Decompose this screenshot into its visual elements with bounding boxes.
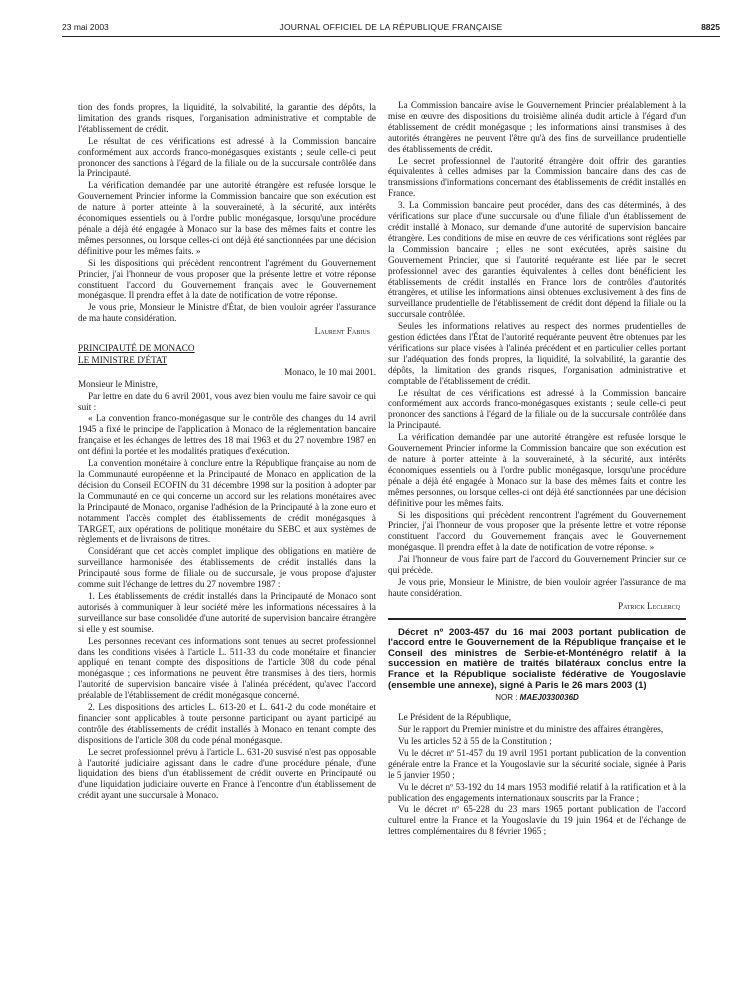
paragraph: 1. Les établissements de crédit installés dans la Principauté de Monaco sont autorisés à communiquer à leur société mère les informations nécessaires à la surveillance sur base consolidée d'une autorité de supervision bancaire étrangère si elle y est soumise. — [78, 590, 376, 634]
right-column — [388, 100, 686, 838]
place-date: Monaco, le 10 mai 2001. — [284, 366, 376, 377]
salutation: Monsieur le Ministre, — [78, 378, 158, 389]
paragraph: Par lettre en date du 6 avril 2001, vous avez bien voulu me faire savoir ce qui suit : — [78, 390, 376, 412]
paragraph: tion des fonds propres, la liquidité, la solvabilité, la garantie des dépôts, la limitation des grands risques, l'organisation administrative et comptable de l'établissement de crédit. — [78, 102, 376, 134]
paragraph: Le Président de la République, — [398, 712, 512, 723]
paragraph: 2. Les dispositions des articles L. 613-20 et L. 641-2 du code monétaire et financier sont applicables à toute personne participant ou ayant participé au contrôle des établissements de crédit installés à Monaco en tenant compte des dispositions de l'article 308 du code pénal monégasque. — [78, 702, 376, 745]
paragraph: Les personnes recevant ces informations sont tenues au secret professionnel dans les conditions visées à l'article L. 511-33 du code monétaire et financier appliqué en tenant compte des dispositions de l'article 308 du code pénal monégasque ; ces informations ne peuvent être transmises à des tiers, hormis l'autorité de supervision bancaire visée à l'alinéa précédent, qu'avec l'accord préalable de l'établissement de crédit monégasque concerné. — [78, 635, 376, 701]
paragraph: Vu le décret nº 53-192 du 14 mars 1953 modifié relatif à la ratification et à la publication des engagements internationaux souscrits par la France ; — [388, 781, 686, 803]
paragraph: Le secret professionnel de l'autorité étrangère doit offrir des garanties équivalentes à celles admises par la Commission bancaire dans des cas de transmissions d'informations concernant des établissements de crédit installés en France. — [388, 155, 686, 199]
section-rule — [388, 618, 686, 620]
paragraph: Seules les informations relatives au respect des normes prudentielles de gestion édictées dans l'État de l'autorité requérante peuvent être obtenues par les vérifications sur place visées à l'alinéa précédent et en particulier celles portant sur l'adéquation des fonds propres, la liquidité, la solvabilité, la garantie des dépôts, la limitation des grands risques, l'organisation administrative et comptable de l'établissement de crédit. — [388, 321, 686, 386]
paragraph: La vérification demandée par une autorité étrangère est refusée lorsque le Gouvernement Princier informe la Commission bancaire que son exécution est de nature à porter atteinte à la souveraineté, à la sécurité, aux intérêts économiques essentiels ou à l'ordre public monégasque, lorsqu'une procédure pénale a déjà été engagée à Monaco sur la base des mêmes faits et contre les mêmes personnes, ou lorsque celles-ci ont déjà été sanctionnées par une décision définitive pour les mêmes faits. » — [78, 180, 376, 256]
signature: Laurent Fabius — [314, 326, 370, 337]
paragraph: 3. La Commission bancaire peut procéder, dans des cas déterminés, à des vérifications sur place d'une succursale ou d'une filiale d'un établissement de crédit installé à Monaco, sur demande d'une autorité de supervision bancaire étrangère. Les conditions de mise en œuvre de ces vérifications sont réglées par la Commission bancaire ; elles ne sont exécutées, après saisine du Gouvernement Princier, que si l'autorité requérante est liée par le secret professionnel avec des garanties équivalentes à celles dont bénéficient les établissements de crédit installés en France lors de contrôles d'autorités étrangères, et utilise les informations ainsi obtenues exclusivement à des fins de surveillance prudentielle de l'établissement de crédit dont dépend la filiale ou la succursale contrôlée. — [388, 200, 686, 320]
letter-heading-principality: PRINCIPAUTÉ DE MONACO — [78, 343, 195, 354]
signature: Patrick Leclercq — [617, 600, 680, 611]
issue-date: 23 mai 2003 — [62, 22, 109, 32]
paragraph: Si les dispositions qui précèdent rencontrent l'agrément du Gouvernement Princier, j'ai l'honneur de vous proposer que la présente lettre et votre réponse constituent l'accord du Gouvernement français avec le Gouvernement monégasque. Il prendra effet à la date de notification de votre réponse. » — [388, 509, 686, 553]
paragraph: Le résultat de ces vérifications est adressé à la Commission bancaire conformément aux accords franco-monégasques existants ; seule celle-ci peut prononcer des sanctions à l'égard de la filiale ou de la succursale contrôlée dans la Principauté. — [78, 135, 376, 179]
paragraph: Le résultat de ces vérifications est adressé à la Commission bancaire conformément aux accords franco-monégasques existants ; seule celle-ci peut prononcer des sanctions à l'égard de la filiale ou de la succursale contrôlée dans la Principauté. — [388, 387, 686, 431]
paragraph: Vu le décret nº 65-228 du 23 mars 1965 portant publication de l'accord culturel entre la France et la Yougoslavie du 19 juin 1964 et de l'échange de lettres complémentaires du 8 février 1965 ; — [388, 804, 686, 837]
page-number: 8825 — [701, 22, 720, 32]
journal-title: JOURNAL OFFICIEL DE LA RÉPUBLIQUE FRANÇAISE — [279, 22, 503, 32]
paragraph: La convention monétaire à conclure entre la République française au nom de la Communauté européenne et la Principauté de Monaco en application de la décision du Conseil ECOFIN du 31 décembre 1998 sur la position à adopter par la Communauté en ce qui concerne un accord sur les relations monétaires avec la Principauté de Monaco, organise l'adhésion de la Principauté à la zone euro et notamment l'accès complet des établissements de crédit monégasques à TARGET, aux opérations de politique monétaire du SEBC et aux systèmes de règlements et de livraisons de titres. — [78, 458, 376, 545]
header-rule — [62, 36, 720, 37]
nor-code: MAEJ0330036D — [519, 693, 579, 703]
left-column — [78, 102, 376, 802]
paragraph: Si les dispositions qui précèdent rencontrent l'agrément du Gouvernement Princier, j'ai l'honneur de vous proposer que la présente lettre et votre réponse constituent l'accord du Gouvernement français avec le Gouvernement monégasque. Il prendra effet à la date de notification de votre réponse. — [78, 257, 376, 301]
paragraph: « La convention franco-monégasque sur le contrôle des changes du 14 avril 1945 a fixé le principe de l'application à Monaco de la réglementation bancaire française et les échanges de lettres des 18 mai 1963 et du 27 novembre 1987 en ont défini la portée et les modalités pratiques d'exécution. — [78, 413, 376, 457]
paragraph: La vérification demandée par une autorité étrangère est refusée lorsque le Gouvernement Princier informe la Commission bancaire que son exécution est de nature à porter atteinte à la souveraineté, à la sécurité, aux intérêts économiques essentiels ou à l'ordre public monégasque, lorsqu'une procédure pénale a déjà été engagée à Monaco sur la base des mêmes faits et contre les mêmes personnes, ou lorsque celles-ci ont déjà été sanctionnées par une décision définitive pour les mêmes faits. — [388, 432, 686, 508]
paragraph: Vu les articles 52 à 55 de la Constitution ; — [398, 735, 552, 746]
paragraph: Le secret professionnel prévu à l'article L. 631-20 susvisé n'est pas opposable à l'autorité judiciaire agissant dans le cadre d'une procédure pénale, d'une liquidation des biens d'un établissement de crédit ouverte en Principauté ou d'une liquidation judiciaire ouverte en France à l'encontre d'un établissement de crédit ayant une succursale à Monaco. — [78, 746, 376, 801]
nor-reference — [388, 693, 686, 704]
paragraph: La Commission bancaire avise le Gouvernement Princier préalablement à la mise en œuvre des dispositions du troisième alinéa dudit article à l'égard d'un établissement de crédit monégasque ; les informations ainsi transmises à des autorités étrangères ne peuvent l'être qu'à des fins de surveillance prudentielle des établissements de crédit. — [388, 100, 686, 154]
paragraph: Sur le rapport du Premier ministre et du ministre des affaires étrangères, — [398, 724, 664, 735]
nor-label: NOR : — [495, 693, 518, 703]
decree-title: Décret nº 2003-457 du 16 mai 2003 portant publication de l'accord entre le Gouvernement de la République française et le Conseil des ministres de Serbie-et-Monténégro relatif à la succession en matière de traités bilatéraux conclus entre la France et la République socialiste fédérative de Yougoslavie (ensemble une annexe), signé à Paris le 26 mars 2003 (1) — [388, 626, 686, 691]
paragraph: J'ai l'honneur de vous faire part de l'accord du Gouvernement Princier sur ce qui précède. — [388, 554, 686, 576]
paragraph: Je vous prie, Monsieur le Ministre d'État, de bien vouloir agréer l'assurance de ma haute considération. — [78, 302, 376, 324]
paragraph: Vu le décret nº 51-457 du 19 avril 1951 portant publication de la convention générale entre la France et la Yougoslavie sur la sécurité sociale, signée à Paris le 5 janvier 1950 ; — [388, 747, 686, 780]
paragraph: Considérant que cet accès complet implique des obligations en matière de surveillance harmonisée des établissements de crédit installés dans la Principauté sous forme de filiale ou de succursale, je vous propose d'ajuster comme suit l'échange de lettres du 27 novembre 1987 : — [78, 546, 376, 590]
paragraph: Je vous prie, Monsieur le Ministre, de bien vouloir agréer l'assurance de ma haute considération. — [388, 576, 686, 598]
page-header — [62, 22, 720, 36]
letter-heading-minister: LE MINISTRE D'ÉTAT — [78, 354, 168, 365]
